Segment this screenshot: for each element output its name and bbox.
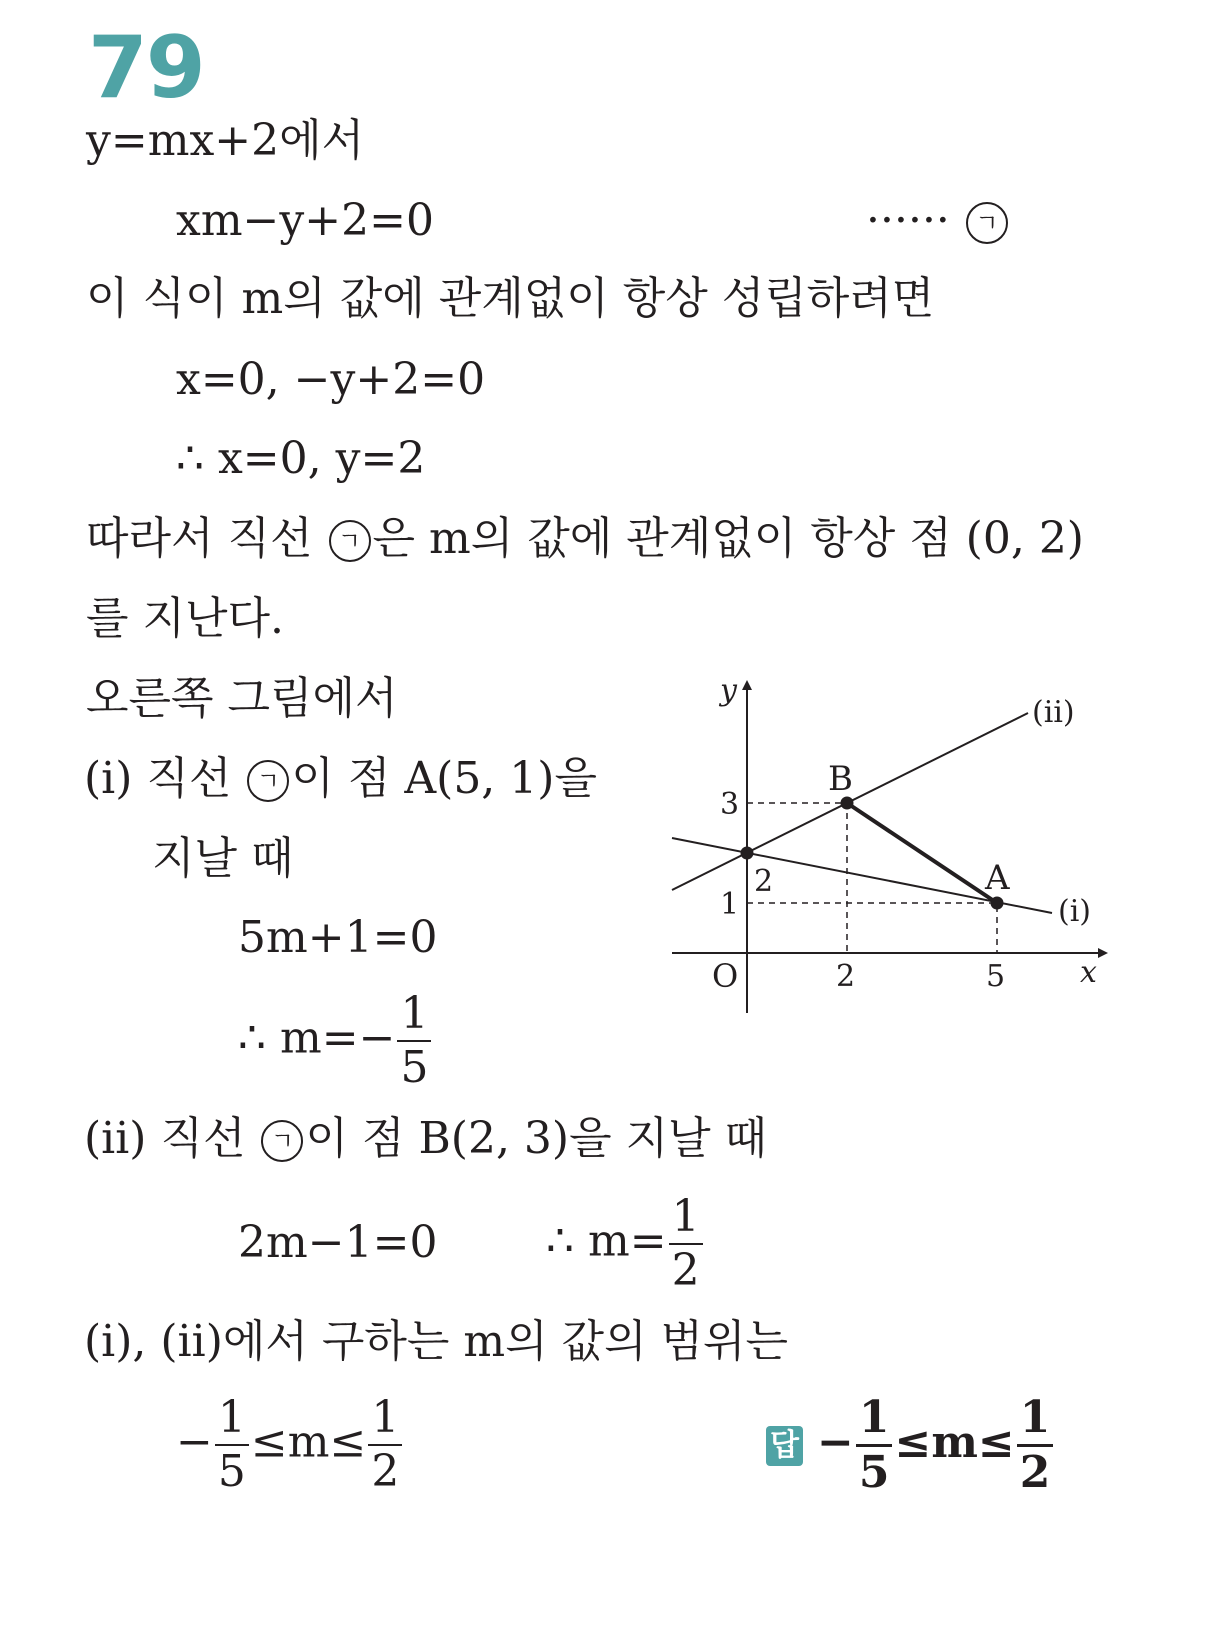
tick-x5: 5 <box>986 959 1006 994</box>
denominator: 2 <box>371 1446 400 1497</box>
line-14-b-text: ∴ m= <box>546 1215 667 1267</box>
numerator: 1 <box>669 1195 703 1245</box>
line-13-a: (ⅱ) 직선 <box>84 1113 260 1164</box>
line-13-b: 이 점 B(2, 3)을 지날 때 <box>305 1113 768 1164</box>
tick-y1: 1 <box>720 887 740 922</box>
line-9-a: (ⅰ) 직선 <box>84 753 246 804</box>
line-6-a: 따라서 직선 <box>86 513 327 564</box>
y-intercept-label: 2 <box>754 864 774 899</box>
line-11: 5m+1=0 <box>238 912 438 963</box>
numerator: 1 <box>397 992 431 1042</box>
equation-xm: xm−y+2=0 <box>176 195 434 246</box>
line-12-a: ∴ m=− <box>238 1012 396 1064</box>
denominator: 2 <box>1019 1447 1051 1498</box>
tick-x2: 2 <box>836 959 856 994</box>
line-7: 를 지난다. <box>86 593 284 644</box>
line-6-b: 은 m의 값에 관계없이 항상 점 (0, 2) <box>372 513 1084 564</box>
circle-label: ㄱ <box>247 760 289 802</box>
line-14-a: 2m−1=0 <box>238 1217 438 1268</box>
circle-label: ㄱ <box>329 520 371 562</box>
line-1: y=mx+2에서 <box>86 115 365 166</box>
line-8: 오른쪽 그림에서 <box>86 673 398 724</box>
circle-label: ㄱ <box>261 1120 303 1162</box>
point-b-label: B <box>828 759 853 799</box>
line-i-label: (ⅰ) <box>1058 894 1092 929</box>
line-9-b: 이 점 A(5, 1)을 <box>291 753 597 804</box>
line-4: x=0, −y+2=0 <box>176 354 486 405</box>
origin-label: O <box>712 957 739 995</box>
answer-inequality: ≤m≤ <box>894 1417 1015 1468</box>
circle-label: ㄱ <box>966 202 1008 244</box>
line-15: (ⅰ), (ⅱ)에서 구하는 m의 값의 범위는 <box>84 1316 789 1367</box>
y-axis-label: y <box>720 673 737 708</box>
denominator: 5 <box>858 1447 890 1498</box>
point-a-label: A <box>985 858 1010 898</box>
x-axis-label: x <box>1080 955 1097 990</box>
line-3: 이 식이 m의 값에 관계없이 항상 성립하려면 <box>86 273 935 324</box>
point-a <box>991 897 1004 910</box>
numerator: 1 <box>215 1396 249 1446</box>
denominator: 5 <box>217 1446 246 1497</box>
problem-number: 79 <box>88 18 204 118</box>
minus: − <box>176 1416 213 1468</box>
denominator: 2 <box>671 1245 700 1296</box>
line-ii-label: (ⅱ) <box>1032 695 1075 730</box>
line-5: ∴ x=0, y=2 <box>176 433 426 484</box>
dashed-guide-a <box>747 903 997 953</box>
tick-y3: 3 <box>720 787 740 822</box>
numerator: 1 <box>856 1396 893 1447</box>
answer-badge: 답 <box>766 1426 803 1466</box>
dots: ······ <box>866 195 950 246</box>
inequality: ≤m≤ <box>250 1416 367 1468</box>
point-y-intercept <box>741 847 754 860</box>
line-10: 지날 때 <box>152 833 294 884</box>
answer-minus: − <box>816 1417 854 1468</box>
denominator: 5 <box>400 1042 429 1093</box>
numerator: 1 <box>1017 1396 1054 1447</box>
numerator: 1 <box>368 1396 402 1446</box>
